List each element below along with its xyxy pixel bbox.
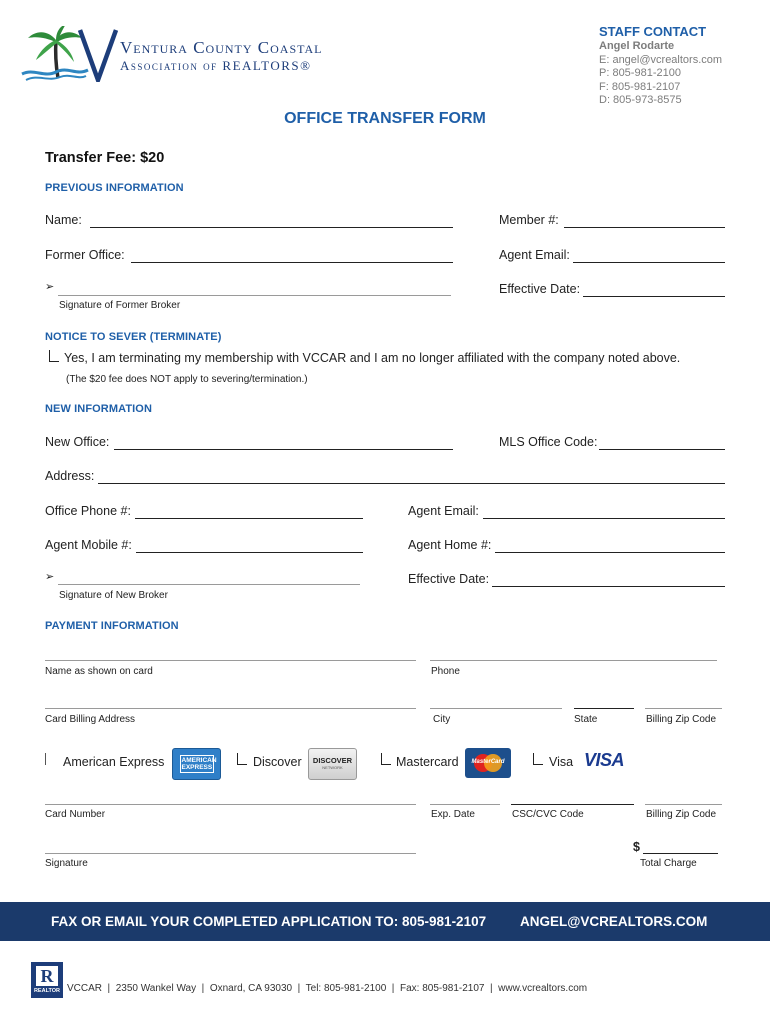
dollar-sign: $ xyxy=(633,840,640,854)
mls-office-code-label: MLS Office Code: xyxy=(499,435,598,449)
staff-direct: D: 805-973-8575 xyxy=(599,94,682,106)
staff-contact-title: STAFF CONTACT xyxy=(599,24,707,39)
sever-fee-note: (The $20 fee does NOT apply to severing/termination.) xyxy=(66,374,308,385)
agent-mobile-field[interactable] xyxy=(136,552,363,553)
agent-mobile-label: Agent Mobile #: xyxy=(45,538,132,552)
footer-address: VCCAR | 2350 Wankel Way | Oxnard, CA 93030 | Tel: 805-981-2100 | Fax: 805-981-2107 | www.vcrealtors.com xyxy=(67,983,588,994)
billing-address-field[interactable] xyxy=(45,708,416,709)
payment-phone-caption: Phone xyxy=(431,666,460,677)
office-phone-label: Office Phone #: xyxy=(45,504,131,518)
banner-email-text: ANGEL@VCREALTORS.COM xyxy=(520,914,708,929)
realtor-logo-text: REALTOR xyxy=(33,988,61,994)
org-name-line1: Ventura County Coastal xyxy=(120,38,323,57)
member-number-field[interactable] xyxy=(564,227,725,228)
arrow-bullet-icon: ➢ xyxy=(45,571,55,583)
office-phone-field[interactable] xyxy=(135,518,363,519)
total-charge-field[interactable] xyxy=(643,853,718,854)
agent-home-label: Agent Home #: xyxy=(408,538,492,552)
transfer-fee: Transfer Fee: $20 xyxy=(45,150,165,166)
visa-logo-text: VISA xyxy=(584,750,625,770)
new-broker-signature-field[interactable] xyxy=(58,584,360,585)
new-agent-email-label: Agent Email: xyxy=(408,504,479,518)
signature-caption: Signature xyxy=(45,858,88,869)
discover-label: Discover xyxy=(253,755,302,769)
card-number-caption: Card Number xyxy=(45,809,106,820)
visa-logo xyxy=(582,748,628,774)
payment-information-heading: PAYMENT INFORMATION xyxy=(45,620,179,632)
new-agent-email-field[interactable] xyxy=(483,518,725,519)
arrow-bullet-icon: ➢ xyxy=(45,281,55,293)
agent-home-field[interactable] xyxy=(495,552,725,553)
discover-checkbox[interactable] xyxy=(237,753,247,765)
mls-office-code-field[interactable] xyxy=(599,449,725,450)
billing-zip-field-1[interactable] xyxy=(645,708,722,709)
new-office-label: New Office: xyxy=(45,435,110,449)
banner-fax-text: FAX OR EMAIL YOUR COMPLETED APPLICATION TO: 805-981-2107 xyxy=(51,914,487,929)
big-v-letter-icon xyxy=(78,28,118,82)
staff-fax: F: 805-981-2107 xyxy=(599,80,681,93)
staff-email: E: angel@vcrealtors.com xyxy=(599,53,723,66)
mastercard-logo-text: MasterCard xyxy=(471,759,505,765)
billing-zip-caption-1: Billing Zip Code xyxy=(646,714,717,725)
mastercard-logo xyxy=(465,748,511,778)
former-office-field[interactable] xyxy=(131,262,453,263)
discover-network-text: NETWORK xyxy=(322,765,343,770)
previous-effective-date-label: Effective Date: xyxy=(499,282,581,296)
new-effective-date-field[interactable] xyxy=(492,586,725,587)
mastercard-label: Mastercard xyxy=(396,755,459,769)
name-field[interactable] xyxy=(90,227,453,228)
amex-logo-text: AMERICAN EXPRESS xyxy=(181,757,217,771)
state-field[interactable] xyxy=(574,708,634,709)
city-field[interactable] xyxy=(430,708,562,709)
billing-zip-caption-2: Billing Zip Code xyxy=(646,809,717,820)
name-on-card-field[interactable] xyxy=(45,660,416,661)
city-caption: City xyxy=(433,714,451,725)
total-charge-caption: Total Charge xyxy=(640,858,697,869)
name-on-card-caption: Name as shown on card xyxy=(45,666,153,677)
previous-information-heading: PREVIOUS INFORMATION xyxy=(45,182,184,194)
sever-checkbox[interactable] xyxy=(49,350,59,362)
billing-address-caption: Card Billing Address xyxy=(45,714,136,725)
state-caption: State xyxy=(574,714,598,725)
name-label: Name: xyxy=(45,213,82,227)
visa-checkbox[interactable] xyxy=(533,753,543,765)
former-broker-signature-caption: Signature of Former Broker xyxy=(59,300,181,311)
realtor-logo: R REALTOR xyxy=(31,962,63,998)
vccar-logo xyxy=(20,26,323,84)
discover-logo-text: DISCOVER xyxy=(312,756,353,765)
sever-statement: Yes, I am terminating my membership with VCCAR and I am no longer affiliated with the company noted above. xyxy=(64,351,681,365)
exp-date-caption: Exp. Date xyxy=(431,809,475,820)
address-label: Address: xyxy=(45,469,95,483)
address-field[interactable] xyxy=(98,483,725,484)
new-office-field[interactable] xyxy=(114,449,453,450)
amex-label: American Express xyxy=(63,755,165,769)
staff-phone: P: 805-981-2100 xyxy=(599,67,681,79)
csc-field[interactable] xyxy=(511,804,634,805)
new-effective-date-label: Effective Date: xyxy=(408,572,490,586)
payment-phone-field[interactable] xyxy=(430,660,717,661)
new-information-heading: NEW INFORMATION xyxy=(45,403,153,415)
previous-agent-email-label: Agent Email: xyxy=(499,248,570,262)
member-number-label: Member #: xyxy=(499,213,559,227)
staff-name: Angel Rodarte xyxy=(599,40,675,52)
staff-contact xyxy=(599,24,722,108)
form-title: OFFICE TRANSFER FORM xyxy=(284,110,486,127)
former-broker-signature-field[interactable] xyxy=(58,295,451,296)
mastercard-checkbox[interactable] xyxy=(381,753,391,765)
previous-agent-email-field[interactable] xyxy=(573,262,725,263)
billing-zip-field-2[interactable] xyxy=(645,804,722,805)
csc-caption: CSC/CVC Code xyxy=(512,809,584,820)
new-broker-signature-caption: Signature of New Broker xyxy=(59,590,168,601)
org-name-line2: Association of REALTORS® xyxy=(120,58,312,73)
submit-banner xyxy=(0,902,770,941)
discover-logo xyxy=(308,748,357,780)
exp-date-field[interactable] xyxy=(430,804,500,805)
amex-checkbox[interactable] xyxy=(45,753,46,765)
former-office-label: Former Office: xyxy=(45,248,125,262)
visa-label: Visa xyxy=(549,755,574,769)
previous-effective-date-field[interactable] xyxy=(583,296,725,297)
signature-field[interactable] xyxy=(45,853,416,854)
notice-to-sever-heading: NOTICE TO SEVER (TERMINATE) xyxy=(45,331,222,343)
card-number-field[interactable] xyxy=(45,804,416,805)
amex-logo xyxy=(172,748,221,780)
